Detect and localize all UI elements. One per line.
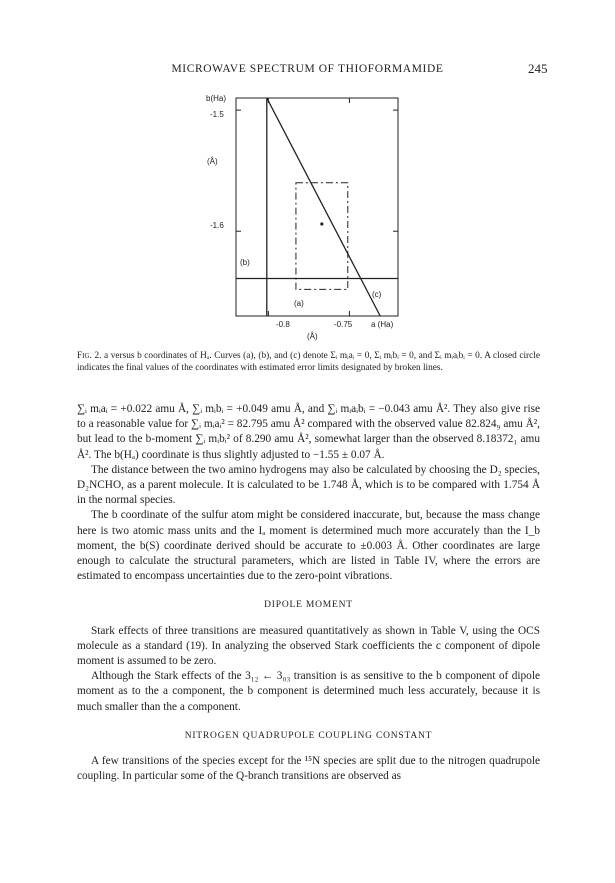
y-unit: (Å)	[207, 157, 218, 166]
x-tick-label-2: -0.75	[334, 320, 353, 329]
curve-label-c: (c)	[372, 290, 382, 299]
final-point	[320, 222, 323, 225]
caption-lead: Fig. 2.	[77, 351, 102, 361]
curve-label-b: (b)	[240, 258, 250, 267]
caption-text: a versus b coordinates of Hₐ. Curves (a), (b), and (c) denote Σᵢ mᵢaᵢ = 0, Σᵢ mᵢbᵢ = 0, and Σᵢ mᵢaᵢbᵢ = 0. A closed circle indicates the final values of the coordinates with estimated error limits designated by broken lines.	[77, 351, 540, 373]
curves	[236, 98, 398, 316]
paragraph-5: Although the Stark effects of the 3₁₂ ← 3₀₃ transition is as sensitive to the b component of dipole moment as to the a component, the b component is determined much less accurately, because it is much smaller than the a component.	[77, 670, 540, 713]
paragraph-1: ∑ᵢ mᵢaᵢ = +0.022 amu Å, ∑ᵢ mᵢbᵢ = +0.049 amu Å, and ∑ᵢ mᵢaᵢbᵢ = −0.043 amu Å². They also give rise to a reasonable value for ∑ᵢ mᵢaᵢ² = 82.795 amu Å² compared with the observed value 82.824₉ amu Å², but lead to the b-moment ∑ᵢ mᵢbᵢ² of 8.290 amu Å², somewhat larger than the observed 8.18372₁ amu Å². The b(Hₐ) coordinate is thus slightly adjusted to −1.55 ± 0.07 Å.	[77, 403, 540, 461]
x-unit: (Å)	[307, 332, 318, 341]
section-heading-dipole: DIPOLE MOMENT	[264, 600, 353, 611]
error-box-rect	[296, 183, 348, 290]
body-text	[77, 402, 540, 784]
final-point-marker	[320, 222, 323, 225]
paragraph-2: The distance between the two amino hydrogens may also be calculated by choosing the D₂ species, D₂NCHO, as a parent molecule. It is calculated to be 1.748 Å, which is to be compared with 1.754 Å in the normal species.	[77, 463, 540, 507]
paragraph-3: The b coordinate of the sulfur atom might be considered inaccurate, but, because the mass change here is two atomic mass units and the Iₐ moment is determined much more accurately than the I_b moment, the b(S) coordinate derived should be accurate to ±0.003 Å. Other coordinates are large enough to calculate the structural parameters, which are listed in Table IV, where the errors are estimated to encompass uncertainties due to the zero-point vibrations.	[77, 509, 540, 583]
plot-frame	[236, 98, 398, 316]
y-tick-label-2: -1.6	[210, 221, 224, 230]
tick-marks	[236, 98, 398, 316]
section-heading-quadrupole: NITROGEN QUADRUPOLE COUPLING CONSTANT	[184, 730, 433, 741]
figure-caption	[77, 350, 540, 374]
paragraph-4: Stark effects of three transitions are measured quantitatively as shown in Table V, using the OCS molecule as a standard (19). In analyzing the observed Stark coefficients the c component of dipole moment is assumed to be zero.	[77, 624, 540, 668]
y-tick-label-1: -1.5	[210, 110, 224, 119]
curve-line-3	[267, 98, 380, 316]
running-title: MICROWAVE SPECTRUM OF THIOFORMAMIDE	[171, 63, 444, 75]
paragraph-6: A few transitions of the species except for the ¹⁵N species are split due to the nitrogen quadrupole coupling. In particular some of the Q-branch transitions are observed as	[77, 755, 540, 783]
y-axis-title: b(Ha)	[206, 94, 227, 103]
curve-label-a: (a)	[294, 299, 304, 308]
page-number: 245	[528, 61, 548, 76]
error-box	[296, 183, 348, 290]
x-tick-label-1: -0.8	[276, 320, 290, 329]
x-axis-title: a (Ha)	[371, 320, 394, 329]
